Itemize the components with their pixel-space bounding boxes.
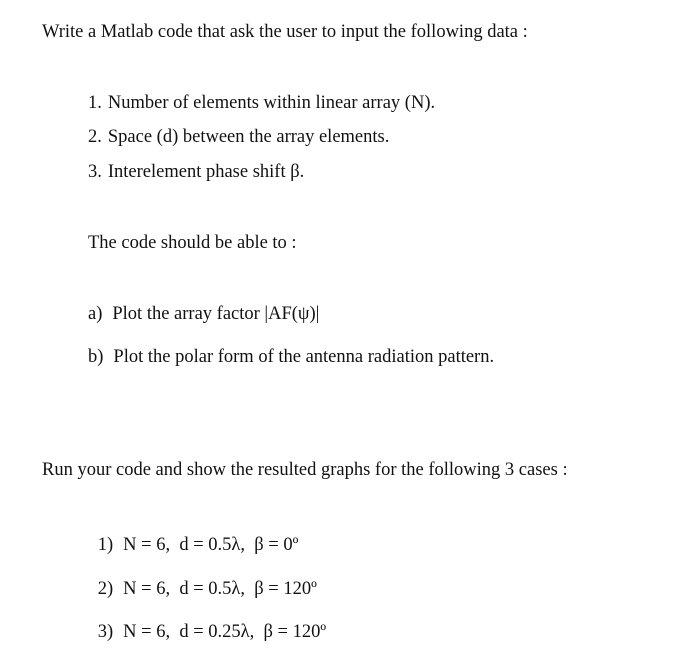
tasks-intro-text: The code should be able to : [88,233,297,253]
list-item-text: Interelement phase shift β. [107,162,305,182]
run-intro-text: Run your code and show the resulted graphs for the following 3 cases : [42,460,568,480]
list-item-text: Plot the array factor |AF(ψ)| [112,304,320,324]
case-text: N = 6, d = 0.5λ, β = 120º [123,579,317,599]
list-item-text: Space (d) between the array elements. [107,127,390,147]
list-item [88,346,494,368]
list-item [70,599,326,665]
list-item-label: 3) [97,622,114,642]
list-item-number: 1. [88,93,102,113]
list-item-label: b) [88,347,104,367]
intro-text: Write a Matlab code that ask the user to input the following data : [42,22,528,42]
list-item [88,161,304,183]
list-item-number: 2. [88,127,102,147]
list-item-text: Plot the polar form of the antenna radiation pattern. [113,347,495,367]
list-item [88,303,319,325]
list-item-text: Number of elements within linear array (N). [107,93,436,113]
list-item [88,126,389,148]
list-item-number: 3. [88,162,102,182]
list-item-label: 2) [97,579,114,599]
list-item-label: a) [88,304,103,324]
case-text: N = 6, d = 0.5λ, β = 0º [123,535,299,555]
case-text: N = 6, d = 0.25λ, β = 120º [123,622,327,642]
list-item [88,92,435,114]
list-item-label: 1) [97,535,114,555]
